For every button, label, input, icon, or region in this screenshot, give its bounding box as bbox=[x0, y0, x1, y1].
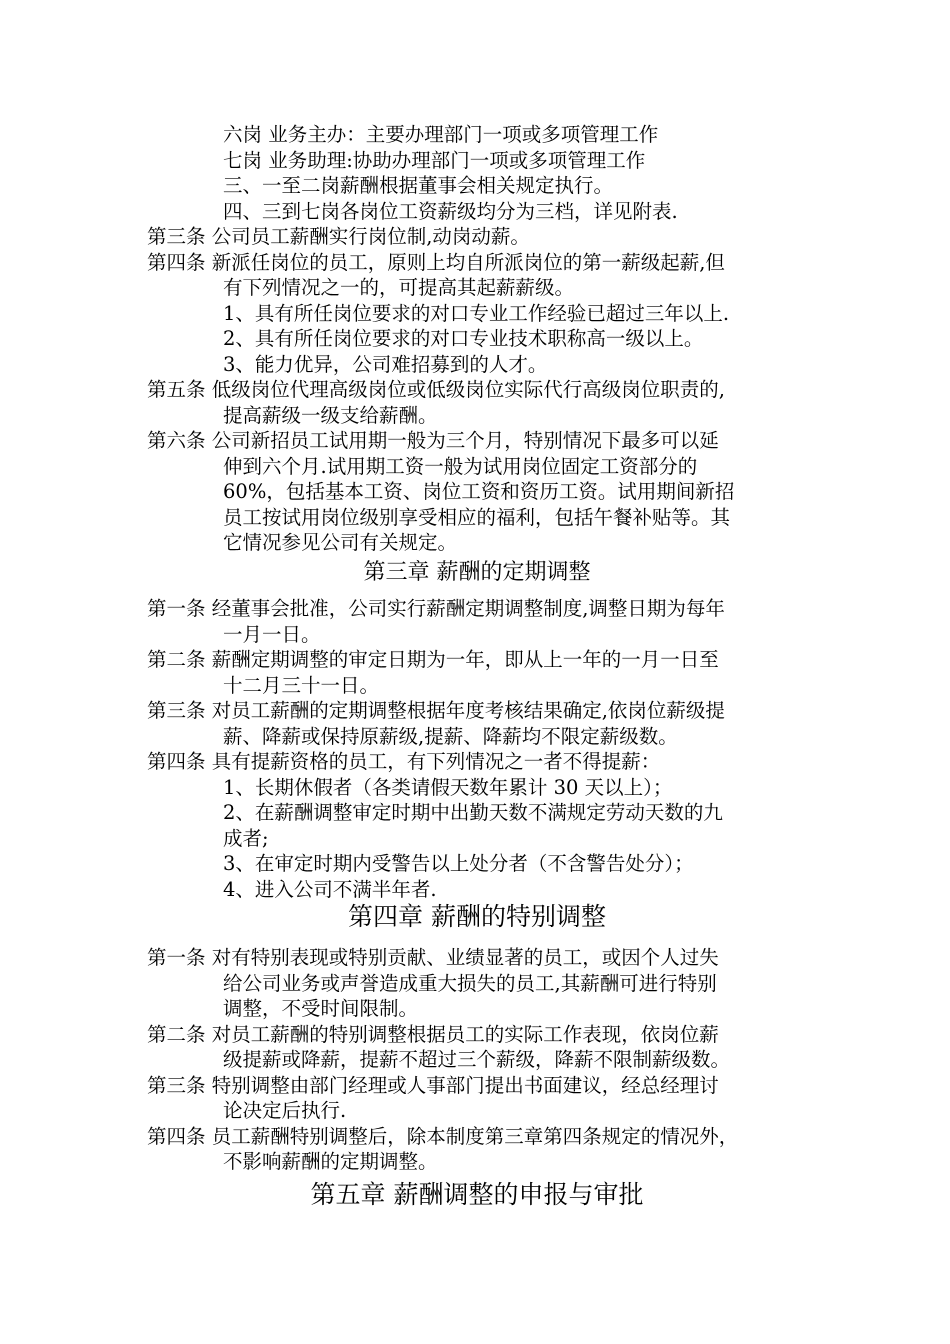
list-item: 四、三到七岗各岗位工资薪级均分为三档，详见附表. bbox=[223, 199, 678, 223]
list-item: 成者; bbox=[223, 826, 269, 850]
article-4 bbox=[147, 250, 807, 378]
article-line: 级提薪或降薪，提薪不超过三个薪级，降薪不限制薪级数。 bbox=[223, 1048, 731, 1071]
article-line: 第二条 对员工薪酬的特别调整根据员工的实际工作表现，依岗位薪 bbox=[147, 1022, 719, 1046]
chapter-3-title: 第三章 薪酬的定期调整 bbox=[363, 560, 591, 585]
article-line: 它情况参见公司有关规定。 bbox=[223, 531, 458, 554]
article-line: 第三条 特别调整由部门经理或人事部门提出书面建议，经总经理讨 bbox=[147, 1073, 719, 1097]
article-line: 第一条 对有特别表现或特别贡献、业绩显著的员工，或因个人过失 bbox=[147, 946, 719, 969]
list-item: 2、具有所任岗位要求的对口专业技术职称高一级以上。 bbox=[223, 327, 704, 350]
article-line: 不影响薪酬的定期调整。 bbox=[223, 1150, 438, 1173]
list-item: 3、在审定时期内受警告以上处分者（不含警告处分）； bbox=[223, 852, 694, 875]
list-item: 六岗 业务主办：主要办理部门一项或多项管理工作 bbox=[223, 123, 659, 146]
article-line: 十二月三十一日。 bbox=[223, 673, 380, 697]
list-item: 3、能力优异，公司难招募到的人才。 bbox=[223, 352, 548, 376]
article-6 bbox=[147, 428, 807, 556]
article-line: 60%，包括基本工资、岗位工资和资历工资。试用期间新招 bbox=[223, 480, 735, 503]
article-line: 第二条 薪酬定期调整的审定日期为一年，即从上一年的一月一日至 bbox=[147, 648, 719, 671]
list-item: 4、进入公司不满半年者. bbox=[223, 877, 437, 901]
chapter-4-title: 第四章 薪酬的特别调整 bbox=[348, 902, 606, 931]
article-line: 伸到六个月.试用期工资一般为试用岗位固定工资部分的 bbox=[223, 454, 698, 478]
article-5 bbox=[147, 377, 807, 428]
article-line: 提高薪级一级支给薪酬。 bbox=[223, 403, 438, 427]
article-line: 给公司业务或声誉造成重大损失的员工,其薪酬可进行特别 bbox=[223, 971, 717, 995]
chapter-4-body bbox=[147, 945, 807, 1175]
article-line: 第四条 具有提薪资格的员工，有下列情况之一者不得提薪： bbox=[147, 750, 661, 773]
article-line: 有下列情况之一的，可提高其起薪薪级。 bbox=[223, 276, 575, 299]
list-item: 七岗 业务助理:协助办理部门一项或多项管理工作 bbox=[223, 148, 646, 172]
list-item: 1、具有所任岗位要求的对口专业工作经验已超过三年以上. bbox=[223, 301, 730, 325]
article-line: 第四条 新派任岗位的员工，原则上均自所派岗位的第一薪级起薪,但 bbox=[147, 250, 725, 274]
article-line: 论决定后执行. bbox=[223, 1099, 347, 1122]
article-line: 员工按试用岗位级别享受相应的福利，包括午餐补贴等。其 bbox=[223, 505, 731, 529]
list-item: 2、在薪酬调整审定时期中出勤天数不满规定劳动天数的九 bbox=[223, 801, 723, 824]
section-continued bbox=[147, 122, 807, 556]
article-line: 第四条 员工薪酬特别调整后，除本制度第三章第四条规定的情况外， bbox=[147, 1124, 739, 1148]
chapter-5-title: 第五章 薪酬调整的申报与审批 bbox=[310, 1180, 644, 1209]
list-item: 三、一至二岗薪酬根据董事会相关规定执行。 bbox=[223, 174, 614, 197]
article-3: 第三条 公司员工薪酬实行岗位制,动岗动薪。 bbox=[147, 225, 530, 248]
article-line: 一月一日。 bbox=[223, 622, 321, 646]
chapter-3-body bbox=[147, 596, 807, 902]
article-line: 薪、降薪或保持原薪级,提薪、降薪均不限定薪级数。 bbox=[223, 724, 678, 748]
list-item: 1、长期休假者（各类请假天数年累计 30 天以上）； bbox=[223, 775, 673, 799]
article-line: 第六条 公司新招员工试用期一般为三个月，特别情况下最多可以延 bbox=[147, 429, 719, 452]
article-line: 调整，不受时间限制。 bbox=[223, 997, 419, 1020]
article-line: 第五条 低级岗位代理高级岗位或低级岗位实际代行高级岗位职责的, bbox=[147, 378, 725, 401]
article-line: 第一条 经董事会批准，公司实行薪酬定期调整制度,调整日期为每年 bbox=[147, 597, 725, 620]
article-line: 第三条 对员工薪酬的定期调整根据年度考核结果确定,依岗位薪级提 bbox=[147, 699, 725, 722]
